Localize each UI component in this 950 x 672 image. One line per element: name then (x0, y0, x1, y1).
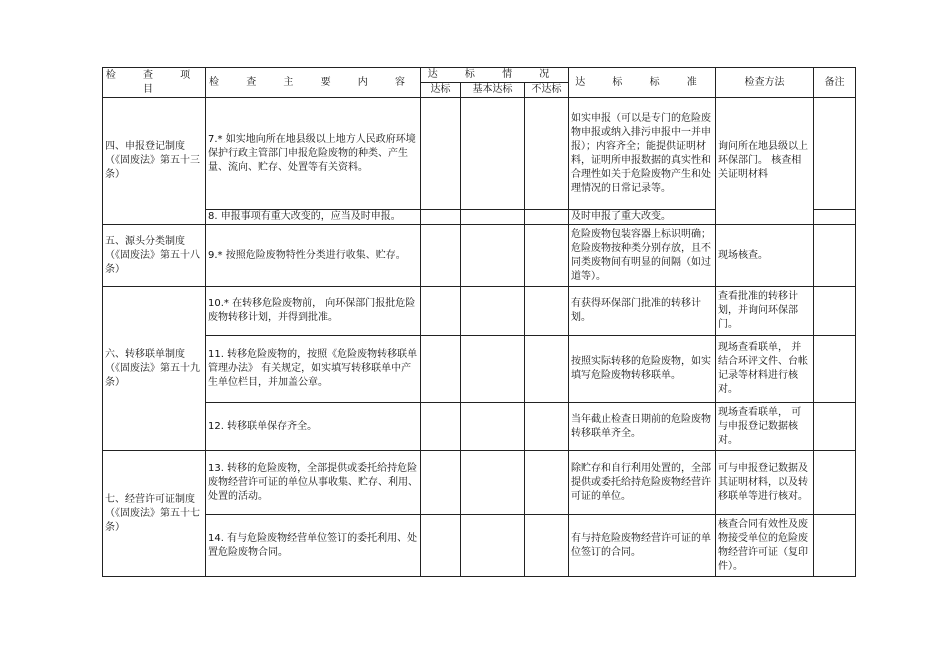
row-9-pass (421, 225, 461, 287)
header-remark: 备注 (814, 68, 856, 98)
row-8-fail (525, 210, 569, 225)
row-9-content: 9.* 按照危险废物特性分类进行收集、贮存。 (206, 225, 421, 287)
row-10-remark (814, 287, 856, 336)
row-13-content: 13. 转移的危险废物，全部提供或委托给持危险废物经营许可证的单位从事收集、贮存、利用、处置的活动。 (206, 451, 421, 515)
row-8-standard: 及时申报了重大改变。 (569, 210, 716, 225)
section-title-manifest: 六、转移联单制度（《固废法》第五十九条） (103, 287, 206, 451)
header-content: 检 查 主 要 内 容 (206, 68, 421, 98)
row-12-fail (525, 403, 569, 451)
row-13-standard: 除贮存和自行利用处置的，全部提供或委托给持危险废物经营许可证的单位。 (569, 451, 716, 515)
row-12-content: 12. 转移联单保存齐全。 (206, 403, 421, 451)
header-item: 检 查 项 目 (103, 68, 206, 98)
row-9-basic (461, 225, 525, 287)
section-title-classification: 五、源头分类制度（《固废法》第五十八条） (103, 225, 206, 287)
row-7-fail (525, 98, 569, 210)
row-14-fail (525, 515, 569, 577)
row-11-fail (525, 336, 569, 403)
header-status-fail: 不达标 (525, 83, 569, 98)
row-11-standard: 按照实际转移的危险废物，如实填写危险废物转移联单。 (569, 336, 716, 403)
row-7-basic (461, 98, 525, 210)
row-14-standard: 有与持危险废物经营许可证的单位签订的合同。 (569, 515, 716, 577)
row-14-basic (461, 515, 525, 577)
row-14-content: 14. 有与危险废物经营单位签订的委托利用、处置危险废物合同。 (206, 515, 421, 577)
row-14-method: 核查合同有效性及废物接受单位的危险废物经营许可证（复印件）。 (716, 515, 814, 577)
row-7-method: 询问所在地县级以上环保部门。 核查相关证明材料 (716, 98, 814, 225)
row-10-pass (421, 287, 461, 336)
row-13-pass (421, 451, 461, 515)
row-8-pass (421, 210, 461, 225)
header-method: 检查方法 (716, 68, 814, 98)
row-12-remark (814, 403, 856, 451)
row-9-fail (525, 225, 569, 287)
row-10-fail (525, 287, 569, 336)
row-12-method: 现场查看联单， 可与申报登记数据核对。 (716, 403, 814, 451)
inspection-table (102, 67, 856, 577)
row-12-standard: 当年截止检查日期前的危险废物转移联单齐全。 (569, 403, 716, 451)
section-title-license: 七、经营许可证制度（《固废法》第五十七条） (103, 451, 206, 577)
row-11-pass (421, 336, 461, 403)
header-standard: 达 标 标 准 (569, 68, 716, 98)
row-11-basic (461, 336, 525, 403)
row-10-method: 查看批准的转移计划，并询问环保部门。 (716, 287, 814, 336)
row-10-content: 10.* 在转移危险废物前， 向环保部门报批危险废物转移计划，并得到批准。 (206, 287, 421, 336)
section-title-registration: 四、申报登记制度（《固废法》第五十三条） (103, 98, 206, 225)
row-10-standard: 有获得环保部门批准的转移计划。 (569, 287, 716, 336)
row-10-basic (461, 287, 525, 336)
row-8-remark (814, 210, 856, 225)
row-13-fail (525, 451, 569, 515)
row-7-remark (814, 98, 856, 210)
row-13-method: 可与申报登记数据及其证明材料，以及转移联单等进行核对。 (716, 451, 814, 515)
row-7-standard: 如实申报（可以是专门的危险废物申报或纳入排污申报中一并申报）；内容齐全；能提供证明材料，证明所申报数据的真实性和合理性如关于危险废物产生和处理情况的日常记录等。 (569, 98, 716, 210)
row-8-basic (461, 210, 525, 225)
row-7-pass (421, 98, 461, 210)
row-9-standard: 危险废物包装容器上标识明确；危险废物按种类分别存放，且不同类废物间有明显的间隔（如过道等）。 (569, 225, 716, 287)
row-14-remark (814, 515, 856, 577)
row-11-remark (814, 336, 856, 403)
row-11-method: 现场查看联单， 并结合环评文件、台帐记录等材料进行核对。 (716, 336, 814, 403)
row-13-basic (461, 451, 525, 515)
header-status: 达 标 情 况 (421, 68, 569, 83)
row-9-method: 现场核查。 (716, 225, 814, 287)
row-13-remark (814, 451, 856, 515)
row-14-pass (421, 515, 461, 577)
row-11-content: 11. 转移危险废物的，按照《危险废物转移联单管理办法》 有关规定，如实填写转移联单中产生单位栏目，并加盖公章。 (206, 336, 421, 403)
row-8-content: 8. 申报事项有重大改变的，应当及时申报。 (206, 210, 421, 225)
row-12-pass (421, 403, 461, 451)
header-status-pass: 达标 (421, 83, 461, 98)
row-9-remark (814, 225, 856, 287)
row-7-content: 7.* 如实地向所在地县级以上地方人民政府环境保护行政主管部门申报危险废物的种类、产生量、流向、贮存、处置等有关资料。 (206, 98, 421, 210)
header-status-basic: 基本达标 (461, 83, 525, 98)
row-12-basic (461, 403, 525, 451)
